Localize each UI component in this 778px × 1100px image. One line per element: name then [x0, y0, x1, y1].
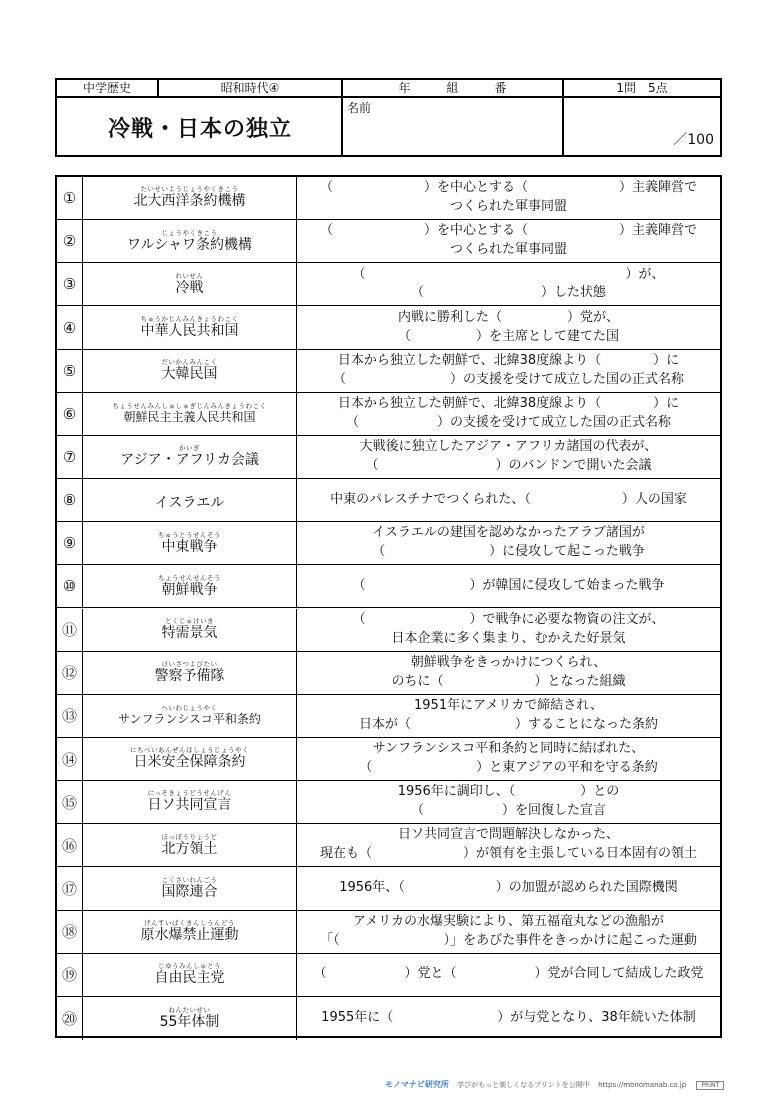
description-line: （ ）のバンドンで開いた会議	[365, 457, 652, 473]
question-number: ⑱	[57, 911, 83, 953]
term-word: 北方領土	[161, 840, 218, 857]
description-line: （ ）を主席として建てた国	[397, 328, 619, 344]
term-cell	[83, 436, 297, 478]
description-line: 朝鮮戦争をきっかけにつくられ、	[410, 654, 607, 670]
table-row	[57, 479, 720, 522]
question-number: ⑯	[57, 824, 83, 866]
description-cell	[297, 652, 720, 694]
term-cell	[83, 609, 297, 651]
table-row	[57, 738, 720, 781]
term-cell	[83, 306, 297, 348]
description-line: 1956年、（ ）の加盟が認められた国際機関	[339, 880, 678, 896]
description-cell	[297, 306, 720, 348]
description-line: （ ）を中心とする（ ）主義陣営で	[319, 180, 697, 196]
furigana: ちょうせんみんしゅしゅぎじんみんきょうわこく	[112, 402, 267, 411]
description-line: 1956年に調印し、（ ）との	[397, 784, 620, 800]
term-word: 中東戦争	[161, 538, 218, 555]
description-line: のちに（ ）となった組織	[391, 673, 626, 689]
description-line: 1955年に（ ）が与党となり、38年続いた体制	[321, 1009, 696, 1025]
description-line: 1951年にアメリカで締結され、	[414, 698, 603, 714]
description-line: 日本から独立した朝鮮で、北緯38度線より（ ）に	[337, 352, 680, 368]
term-word: 自由民主党	[154, 970, 225, 987]
header-divider	[341, 96, 720, 98]
table-row	[57, 565, 720, 608]
term-cell	[83, 652, 297, 694]
description-line: （ ）の支援を受けて成立した国の正式名称	[345, 414, 671, 430]
question-number: ③	[57, 263, 83, 305]
table-row	[57, 695, 720, 738]
table-row	[57, 781, 720, 824]
table-row	[57, 263, 720, 306]
question-number: ④	[57, 306, 83, 348]
furigana: かいぎ	[179, 444, 200, 453]
furigana: にちべいあんぜんほしょうじょうやく	[130, 746, 249, 755]
furigana: たいせいようじょうやくきこう	[140, 185, 239, 194]
question-number: ⑲	[57, 954, 83, 996]
term-word: 朝鮮戦争	[161, 581, 218, 598]
description-cell	[297, 824, 720, 866]
table-row	[57, 177, 720, 220]
question-number: ⑬	[57, 695, 83, 737]
description-cell	[297, 911, 720, 953]
description-cell	[297, 436, 720, 478]
description-line: つくられた軍事同盟	[449, 242, 567, 258]
publisher-logo: モノマナビ研究所	[385, 1080, 449, 1089]
term-word: 警察予備隊	[154, 668, 225, 685]
furigana: れいせん	[175, 271, 204, 280]
question-number: ⑦	[57, 436, 83, 478]
footer-text: 学びがもっと楽しくなるプリントを公開中	[457, 1081, 590, 1089]
table-row	[57, 306, 720, 349]
question-number: ⑥	[57, 393, 83, 435]
table-row	[57, 652, 720, 695]
furigana: へいわじょうやく	[161, 704, 218, 713]
description-line: 大戦後に独立したアジア・アフリカ諸国の代表が、	[359, 439, 658, 455]
question-number: ⑭	[57, 738, 83, 780]
question-number: ⑨	[57, 522, 83, 564]
unit-label: 昭和時代④	[220, 81, 280, 95]
table-row	[57, 220, 720, 263]
table-row	[57, 393, 720, 436]
description-line: アメリカの水爆実験により、第五福竜丸などの漁船が	[352, 913, 665, 929]
description-cell	[297, 997, 720, 1040]
worksheet-header	[55, 78, 722, 157]
question-number: ⑳	[57, 997, 83, 1040]
term-word: 原水爆禁止運動	[140, 926, 239, 943]
term-word: 特需景気	[161, 624, 218, 641]
term-word: アジア・アフリカ会議	[120, 452, 259, 469]
description-line: 中東のパレスチナでつくられた、（ ）人の国家	[330, 491, 687, 507]
description-line: （ ）の支援を受けて成立した国の正式名称	[332, 371, 684, 387]
description-line: 内戦に勝利した（ ）党が、	[397, 309, 619, 325]
description-line: 「（ ）」をあびた事件をきっかけに起こった運動	[320, 932, 697, 948]
table-row	[57, 954, 720, 997]
term-word: 日米安全保障条約	[133, 754, 246, 771]
description-line: サンフランシスコ平和条約と同時に結ばれた、	[372, 741, 645, 757]
term-cell	[83, 867, 297, 909]
table-row	[57, 824, 720, 867]
description-line: （ ）党と（ ）党が合同して結成した政党	[313, 966, 704, 982]
description-cell	[297, 522, 720, 564]
term-word: ワルシャワ条約機構	[127, 236, 252, 253]
term-cell	[83, 350, 297, 392]
term-cell	[83, 824, 297, 866]
furigana: ちょうせんせんそう	[158, 573, 221, 582]
description-line: （ ）を中心とする（ ）主義陣営で	[319, 223, 697, 239]
description-cell	[297, 867, 720, 909]
question-table	[55, 175, 722, 1038]
description-cell	[297, 781, 720, 823]
score-total: ／100	[673, 132, 714, 148]
table-row	[57, 522, 720, 565]
term-cell	[83, 911, 297, 953]
term-cell	[83, 177, 297, 219]
term-word: 冷戦	[175, 279, 204, 296]
table-row	[57, 867, 720, 910]
description-line: 現在も（ ）が領有を主張している日本固有の領土	[319, 846, 697, 862]
description-line: （ ）した状態	[410, 285, 606, 301]
description-cell	[297, 177, 720, 219]
description-line: つくられた軍事同盟	[449, 199, 567, 215]
question-number: ⑧	[57, 479, 83, 521]
furigana: だいかんみんこく	[161, 357, 218, 366]
description-line: （ ）と東アジアの平和を守る条約	[359, 760, 658, 775]
description-cell	[297, 695, 720, 737]
term-cell	[83, 565, 297, 607]
furigana: とくじゅけいき	[165, 616, 214, 625]
description-cell	[297, 263, 720, 305]
term-cell	[83, 781, 297, 823]
term-cell	[83, 220, 297, 262]
description-cell	[297, 350, 720, 392]
term-word: サンフランシスコ平和条約	[118, 712, 261, 727]
page-title: 冷戦・日本の独立	[107, 117, 292, 142]
question-number: ⑮	[57, 781, 83, 823]
furigana: こくさいれんごう	[161, 875, 218, 884]
description-line: （ ）が韓国に侵攻して始まった戦争	[352, 577, 665, 593]
description-cell	[297, 954, 720, 996]
furigana: ほっぽうりょうど	[161, 832, 218, 841]
term-cell	[83, 522, 297, 564]
question-number: ①	[57, 177, 83, 219]
description-cell	[297, 220, 720, 262]
table-row	[57, 609, 720, 652]
description-cell	[297, 738, 720, 780]
table-row	[57, 911, 720, 954]
question-number: ②	[57, 220, 83, 262]
description-line: 日本が（ ）することになった条約	[358, 716, 658, 732]
description-line: イスラエルの建国を認めなかったアラブ諸国が	[372, 525, 645, 541]
footer-tag: PRINT	[696, 1081, 724, 1090]
question-number: ⑰	[57, 867, 83, 909]
term-word: 国際連合	[161, 883, 218, 900]
term-cell	[83, 695, 297, 737]
furigana: ちゅうとうせんそう	[158, 530, 221, 539]
term-cell	[83, 738, 297, 780]
subject-label: 中学歴史	[82, 81, 131, 95]
description-cell	[297, 479, 720, 521]
description-cell	[297, 393, 720, 435]
term-word: 朝鮮民主主義人民共和国	[123, 410, 256, 425]
description-line: 日本企業に多く集まり、むかえた好景気	[391, 630, 626, 646]
furigana: じょうやくきこう	[161, 228, 218, 237]
question-number: ⑫	[57, 652, 83, 694]
term-word: 中華人民共和国	[140, 322, 239, 339]
question-number: ⑩	[57, 565, 83, 607]
furigana: ねんたいせい	[168, 1005, 211, 1014]
points-per-question: 1問 5点	[616, 81, 668, 95]
term-word: 日ソ共同宣言	[147, 797, 232, 814]
furigana: けいさつよびたい	[161, 660, 218, 669]
description-cell	[297, 565, 720, 607]
footer-url[interactable]: https://monomanab.co.jp	[598, 1081, 687, 1089]
term-cell	[83, 479, 297, 521]
furigana: にっそきょうどうせんげん	[147, 789, 232, 798]
term-cell	[83, 263, 297, 305]
description-line: 日ソ共同宣言で問題解決しなかった、	[397, 827, 619, 843]
furigana: じゆうみんしゅとう	[158, 962, 221, 971]
table-row	[57, 436, 720, 479]
description-line: （ ）で戦争に必要な物資の注文が、	[352, 611, 665, 627]
term-word: 大韓民国	[161, 365, 218, 382]
term-word: 北大西洋条約機構	[133, 193, 246, 210]
term-cell	[83, 954, 297, 996]
furigana: げんすいばくきんしうんどう	[144, 918, 235, 927]
term-cell	[83, 393, 297, 435]
name-label: 名前	[347, 101, 372, 115]
table-row	[57, 997, 720, 1040]
description-line: （ ）が、	[352, 266, 665, 282]
term-word: イスラエル	[154, 495, 225, 512]
furigana: ちゅうかじんみんきょうわこく	[140, 314, 239, 323]
description-line: （ ）に侵攻して起こった戦争	[372, 544, 645, 560]
footer	[385, 1079, 724, 1090]
term-cell	[83, 997, 297, 1040]
description-line: （ ）を回復した宣言	[410, 803, 606, 819]
description-line: 日本から独立した朝鮮で、北緯38度線より（ ）に	[337, 395, 680, 411]
table-row	[57, 350, 720, 393]
question-number: ⑤	[57, 350, 83, 392]
class-number-labels: 年 組 番	[398, 81, 507, 95]
term-word: 55年体制	[159, 1013, 220, 1030]
description-cell	[297, 609, 720, 651]
question-number: ⑪	[57, 609, 83, 651]
